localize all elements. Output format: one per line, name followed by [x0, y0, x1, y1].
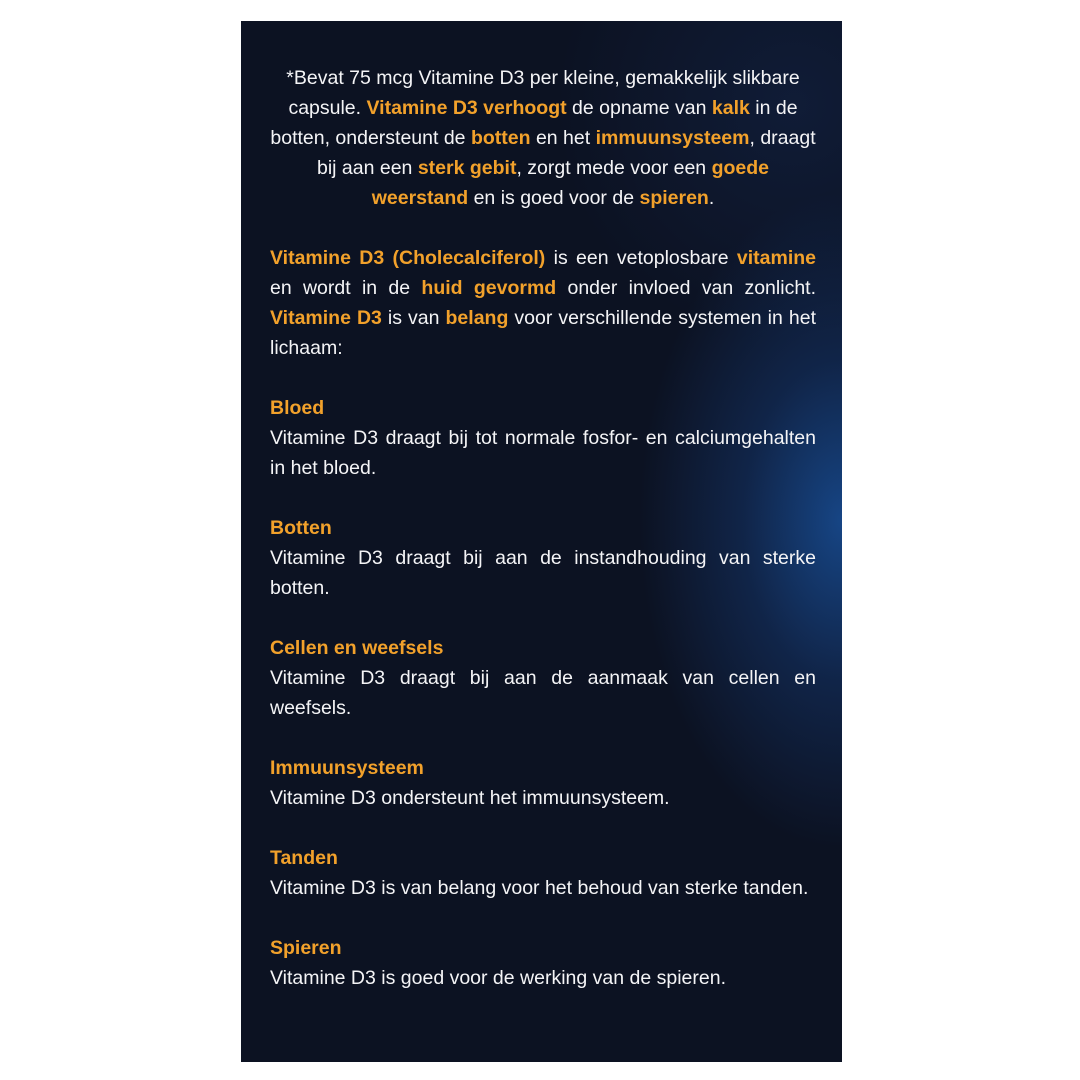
description-text: onder invloed van zonlicht. [556, 277, 816, 299]
intro-highlight: spieren [639, 187, 709, 209]
description-text: en wordt in de [270, 277, 422, 299]
section-title: Botten [270, 517, 332, 539]
section-title: Immuunsysteem [270, 757, 424, 779]
description-paragraph [270, 243, 816, 363]
section-botten [270, 513, 816, 603]
intro-paragraph [270, 63, 816, 213]
description-text: voor verschillende systemen in het lichaam: [270, 307, 816, 359]
intro-text: en het [530, 127, 596, 149]
intro-text: en is goed voor de [468, 187, 640, 209]
info-panel [241, 21, 842, 1062]
description-highlight: belang [445, 307, 509, 329]
section-title: Cellen en weefsels [270, 637, 444, 659]
intro-highlight: goede weerstand [371, 157, 769, 209]
intro-highlight: sterk gebit [417, 157, 517, 179]
section-text: Vitamine D3 draagt bij tot normale fosfor- en calciumgehalten in het bloed. [270, 427, 816, 479]
description-highlight: vitamine [736, 247, 817, 269]
section-text: Vitamine D3 draagt bij aan de instandhouding van sterke botten. [270, 547, 816, 599]
intro-text: , zorgt mede voor een [516, 157, 712, 179]
section-cellen-en-weefsels [270, 633, 816, 723]
intro-text: *Bevat 75 mcg Vitamine D3 per kleine, gemakkelijk slikbare capsule. [286, 67, 800, 119]
section-title: Tanden [270, 847, 338, 869]
description-text: is een vetoplosbare [545, 247, 737, 269]
section-text: Vitamine D3 is goed voor de werking van de spieren. [270, 967, 726, 989]
section-text: Vitamine D3 ondersteunt het immuunsysteem. [270, 787, 670, 809]
intro-highlight: immuunsysteem [595, 127, 750, 149]
section-text: Vitamine D3 draagt bij aan de aanmaak van cellen en weefsels. [270, 667, 816, 719]
section-bloed [270, 393, 816, 483]
description-highlight: Vitamine D3 [270, 307, 382, 329]
section-spieren [270, 933, 816, 993]
description-highlight: huid gevormd [421, 277, 557, 299]
intro-highlight: Vitamine D3 verhoogt [366, 97, 567, 119]
intro-text: . [708, 187, 715, 209]
intro-text: de opname van [566, 97, 712, 119]
intro-text: , draagt bij aan een [316, 127, 816, 179]
description-highlight: Vitamine D3 (Cholecalciferol) [270, 247, 546, 269]
section-tanden [270, 843, 816, 903]
description-text: is van [381, 307, 446, 329]
section-title: Spieren [270, 937, 342, 959]
section-immuunsysteem [270, 753, 816, 813]
intro-highlight: botten [470, 127, 531, 149]
intro-text: in de botten, ondersteunt de [270, 97, 798, 149]
section-text: Vitamine D3 is van belang voor het behoud van sterke tanden. [270, 877, 809, 899]
intro-highlight: kalk [711, 97, 750, 119]
section-title: Bloed [270, 397, 325, 419]
